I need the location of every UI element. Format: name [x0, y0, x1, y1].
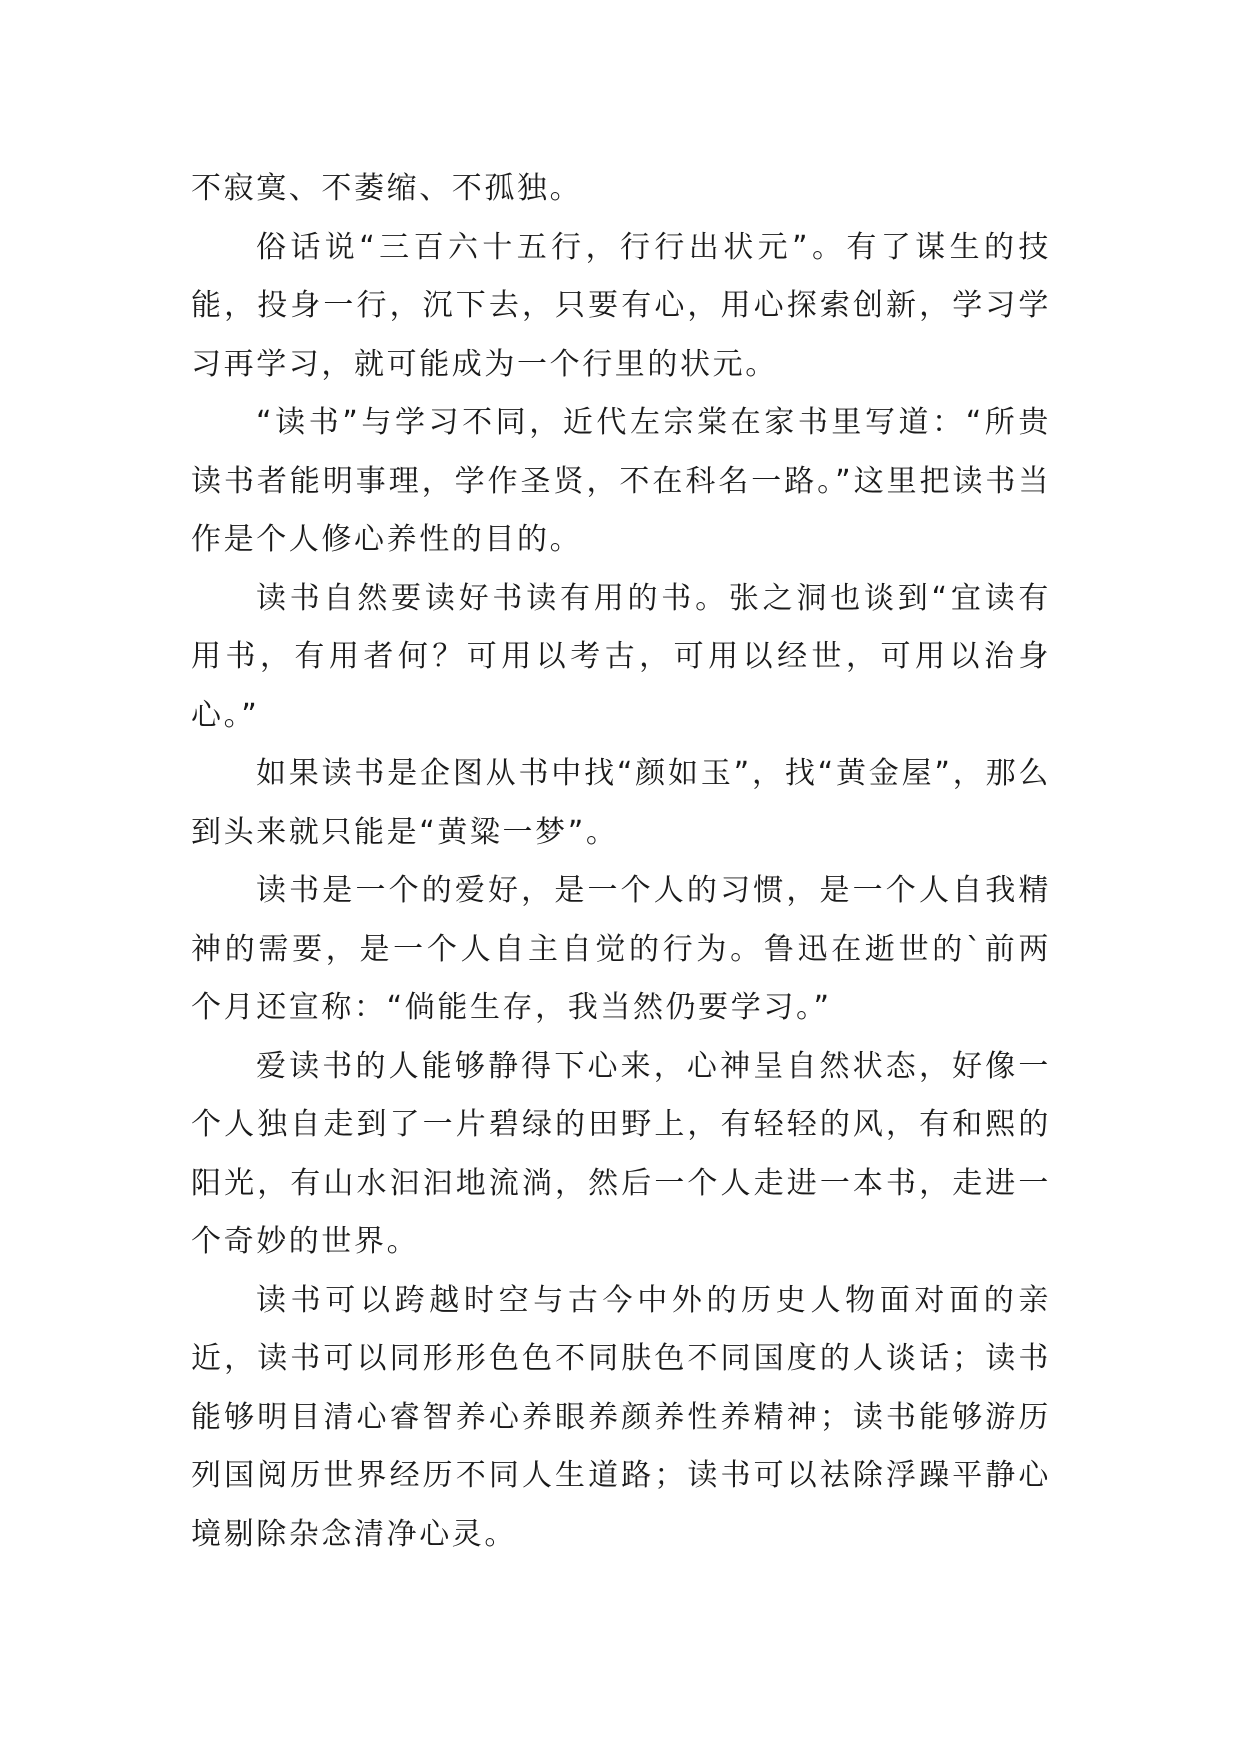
paragraph-calm-mind: 爱读书的人能够静得下心来，心神呈自然状态，好像一个人独自走到了一片碧绿的田野上，有轻轻的风，有和熙的阳光，有山水汩汩地流淌，然后一个人走进一本书，走进一个奇妙的世界。: [191, 1048, 1051, 1259]
paragraph-zuo-zongtang: “读书”与学习不同，近代左宗棠在家书里写道：“所贵读书者能明事理，学作圣贤，不在科名一路。”这里把读书当作是个人修心养性的目的。: [191, 405, 1051, 557]
paragraph-continuation: 不寂寞、不萎缩、不孤独。: [191, 171, 583, 206]
paragraph-zhang-zhidong: 读书自然要读好书读有用的书。张之洞也谈到“宜读有用书，有用者何？可用以考古，可用以经世，可用以治身心。”: [191, 580, 1051, 733]
paragraph-benefits: 读书可以跨越时空与古今中外的历史人物面对面的亲近，读书可以同形形色色不同肤色不同国度的人谈话；读书能够明目清心睿智养心养眼养颜养性养精神；读书能够游历列国阅历世界经历不同人生道路；读书可以祛除浮躁平静心境剔除杂念清净心灵。: [191, 1282, 1051, 1552]
paragraph-proverb: 俗话说“三百六十五行，行行出状元”。有了谋生的技能，投身一行，沉下去，只要有心，用心探索创新，学习学习再学习，就可能成为一个行里的状元。: [191, 229, 1051, 382]
body-text: [191, 160, 1051, 1564]
paragraph-golden-house: 如果读书是企图从书中找“颜如玉”，找“黄金屋”，那么到头来就只能是“黄粱一梦”。: [191, 756, 1051, 850]
paragraph-lu-xun: 读书是一个的爱好，是一个人的习惯，是一个人自我精神的需要，是一个人自主自觉的行为。鲁迅在逝世的`前两个月还宣称：“倘能生存，我当然仍要学习。”: [191, 873, 1051, 1025]
